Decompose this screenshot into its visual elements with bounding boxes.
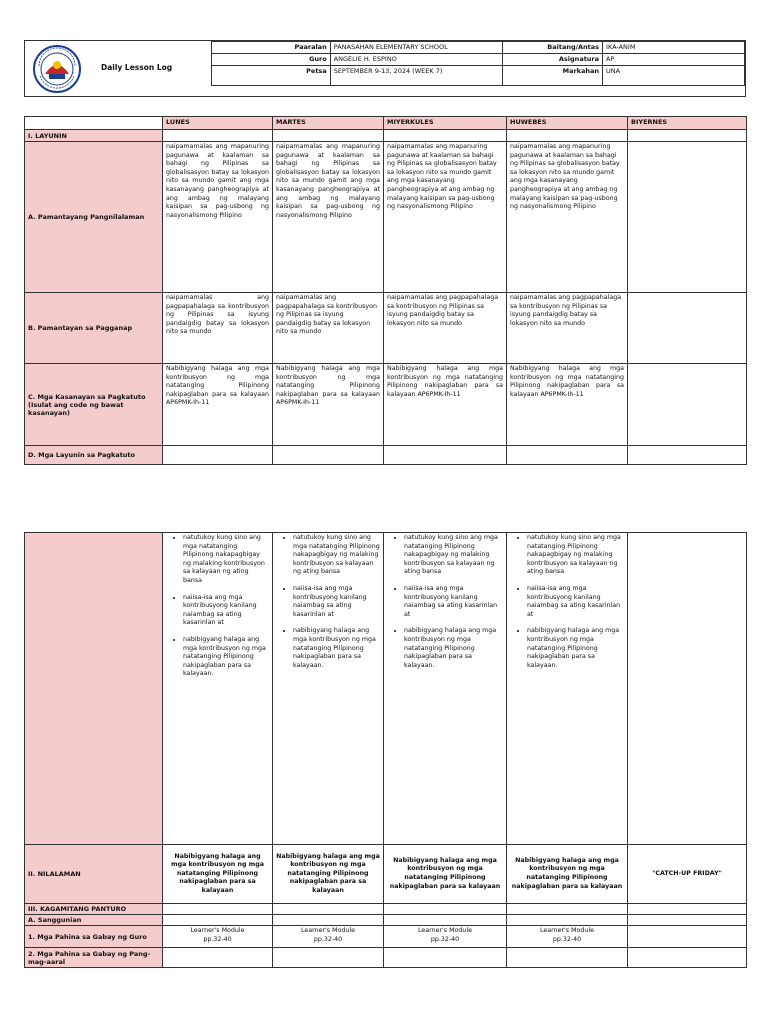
row-label-sanggunian: A. Sanggunian bbox=[25, 915, 163, 926]
list-item: • naiisa-isa ang mga kontribusyong kanilang naiambag sa ating kasarinlan at bbox=[404, 585, 503, 619]
grade-label: Baitang/Antas bbox=[503, 42, 603, 54]
module-pages: pp.32-40 bbox=[313, 935, 343, 943]
cell-wednesday bbox=[384, 533, 507, 845]
header-info-table bbox=[211, 41, 745, 86]
school-value: PANASAHAN ELEMENTARY SCHOOL bbox=[330, 42, 503, 54]
quarter-value: UNA bbox=[603, 66, 745, 86]
quarter-label: Markahan bbox=[503, 66, 603, 86]
cell-thursday: Nabibigyang halaga ang mga kontribusyon ng mga natatanging Pilipinong nakipaglaban para sa kalayaan bbox=[507, 845, 628, 904]
row-label-mga-kasanayan bbox=[25, 364, 163, 446]
module-name: Learner's Module bbox=[301, 927, 355, 934]
list-item: • naiisa-isa ang mga kontribusyong kanilang naiambag sa ating kasarinlan at bbox=[183, 594, 269, 628]
cell-wednesday: Nabibigyang halaga ang mga kontribusyon ng mga natatanging Pilipinong nakipaglaban para sa kalayaan AP6PMK-Ih-11 bbox=[384, 364, 507, 446]
table-row bbox=[25, 904, 747, 915]
list-item: • nabibigyang halaga ang mga kontribusyon ng mga natatanging Pilipinong nakipaglaban para sa kalayaan. bbox=[293, 627, 380, 670]
table-row bbox=[25, 915, 747, 926]
teacher-value: ANGELIE H. ESPINO bbox=[330, 54, 503, 66]
module-pages: pp.32-40 bbox=[552, 935, 582, 943]
row-label-layunin-sa-pagkatuto: D. Mga Layunin sa Pagkatuto bbox=[25, 446, 163, 465]
cell-tuesday: naipamamalas ang mapanuring pagunawa at kaalaman sa bahagi ng Pilipinas sa globalisasyon batay sa lokasyon nito sa mundo gamit ang mga kasanayang pangheograpiya at ang ambag ng malayang kaisipan sa pag-usbong ng nasyonalismong Pilipino bbox=[273, 142, 384, 293]
cell-monday: Nabibigyang halaga ang mga kontribusyon ng mga natatanging Pilipinong nakipaglaban para sa kalayaan bbox=[163, 845, 273, 904]
objective-list bbox=[510, 534, 624, 670]
cell-monday: naipamamalas ang pagpapahalaga sa kontribusyon ng Pilipinas sa isyung pandaigdig batay sa lokasyon nito sa mundo bbox=[163, 293, 273, 364]
document-title: Daily Lesson Log bbox=[101, 63, 173, 72]
objectives-label-cell bbox=[25, 533, 163, 845]
list-item: • natutukoy kung sino ang mga natatanging Pilipinong nakapagbigay ng malaking kontribusyon sa kalayaan ng ating bansa bbox=[527, 534, 624, 577]
day-header-thursday: HUWEBES bbox=[507, 117, 628, 130]
module-name: Learner's Module bbox=[418, 927, 472, 934]
list-item: • nabibigyang halaga ang mga kontribusyon ng mga natatanging Pilipinong nakipaglaban para sa kalayaan. bbox=[183, 636, 269, 679]
cell-wednesday bbox=[384, 926, 507, 948]
cell-friday bbox=[628, 293, 747, 364]
cell-wednesday: naipamamalas ang pagpapahalaga sa kontribusyon ng Pilipinas sa isyung pandaigdig batay sa lokasyon nito sa mundo bbox=[384, 293, 507, 364]
section-title-kagamitan: III. KAGAMITANG PANTURO bbox=[25, 904, 163, 915]
teacher-label: Guro bbox=[212, 54, 331, 66]
section-layunin-row bbox=[25, 130, 747, 142]
row-label-gabay-ng-mag-aaral: 2. Mga Pahina sa Gabay ng Pang-mag-aaral bbox=[25, 948, 163, 968]
subject-label: Asignatura bbox=[503, 54, 603, 66]
catch-up-friday: "CATCH-UP FRIDAY" bbox=[628, 845, 747, 904]
cell-tuesday bbox=[273, 533, 384, 845]
cell-tuesday: naipamamalas ang pagpapahalaga sa kontribusyon ng Pilipinas sa isyung pandaigdig batay sa lokasyon nito sa mundo bbox=[273, 293, 384, 364]
module-pages: pp.32-40 bbox=[203, 935, 232, 943]
list-item: • nabibigyang halaga ang mga kontribusyon ng mga natatanging Pilipinong nakipaglaban para sa kalayaan. bbox=[527, 627, 624, 670]
cell-friday bbox=[628, 926, 747, 948]
deped-seal-icon bbox=[31, 44, 83, 94]
cell-wednesday: Nabibigyang halaga ang mga kontribusyon ng mga natatanging Pilipinong nakipaglaban para sa kalayaan bbox=[384, 845, 507, 904]
table-row bbox=[25, 293, 747, 364]
cell-friday bbox=[628, 142, 747, 293]
table-row bbox=[25, 926, 747, 948]
row-label-gabay-ng-guro: 1. Mga Pahina sa Gabay ng Guro bbox=[25, 926, 163, 948]
cell-tuesday bbox=[273, 926, 384, 948]
list-item: • nabibigyang halaga ang mga kontribusyon ng mga natatanging Pilipinong nakipaglaban para sa kalayaan. bbox=[404, 627, 503, 670]
kasanayan-note: (Isulat ang code ng bawat kasanayan) bbox=[28, 400, 124, 417]
cell-monday: Nabibigyang halaga ang mga kontribusyon ng mga natatanging Pilipinong nakipaglaban para sa kalayaan AP6PMK-Ih-11 bbox=[163, 364, 273, 446]
date-value: SEPTEMBER 9-13, 2024 (WEEK 7) bbox=[330, 66, 503, 86]
objective-list bbox=[387, 534, 503, 670]
table-row bbox=[25, 364, 747, 446]
day-header-row bbox=[25, 117, 747, 130]
cell-friday bbox=[628, 364, 747, 446]
list-item: • naiisa-isa ang mga kontribusyong kanilang naiambag sa ating kasarinlan at bbox=[293, 585, 380, 619]
kasanayan-title: C. Mga Kasanayan sa Pagkatuto bbox=[28, 392, 146, 401]
table-row bbox=[25, 948, 747, 968]
list-item: • natutukoy kung sino ang mga natatanging Pilipinong nakapagbigay ng malaking kontribusyon sa kalayaan ng ating bansa bbox=[183, 534, 269, 586]
cell-thursday: Nabibigyang halaga ang mga kontribusyon ng mga natatanging Pilipinong nakipaglaban para sa kalayaan AP6PMK-Ih-11 bbox=[507, 364, 628, 446]
content-table bbox=[24, 532, 747, 968]
list-item: • naiisa-isa ang mga kontribusyong kanilang naiambag sa ating kasarinlan at bbox=[527, 585, 624, 619]
day-header-monday: LUNES bbox=[163, 117, 273, 130]
table-row bbox=[25, 446, 747, 465]
module-name: Learner's Module bbox=[540, 927, 594, 934]
row-label-pamantayan-sa-pagganap: B. Pamantayan sa Pagganap bbox=[25, 293, 163, 364]
cell-thursday bbox=[507, 533, 628, 845]
list-item: • natutukoy kung sino ang mga natatanging Pilipinong nakapagbigay ng malaking kontribusyon sa kalayaan ng ating bansa bbox=[293, 534, 380, 577]
grade-value: IKA-ANIM bbox=[603, 42, 745, 54]
subject-value: AP bbox=[603, 54, 745, 66]
table-row bbox=[25, 845, 747, 904]
cell-thursday: naipamamalas ang pagpapahalaga sa kontribusyon ng Pilipinas sa isyung pandaigdig batay sa lokasyon nito sa mundo bbox=[507, 293, 628, 364]
objective-list bbox=[276, 534, 380, 670]
cell-wednesday: naipamamalas ang mapanuring pagunawa at kaalaman sa bahagi ng Pilipinas sa globalisasyon batay sa lokasyon nito sa mundo gamit ang mga kasanayang pangheograpiya at ang ambag ng malayang kaisipan sa pag-usbong ng nasyonalismong Pilipino bbox=[384, 142, 507, 293]
school-label: Paaralan bbox=[212, 42, 331, 54]
table-row bbox=[25, 533, 747, 845]
cell-thursday bbox=[507, 926, 628, 948]
day-header-wednesday: MIYERKULES bbox=[384, 117, 507, 130]
table-row bbox=[25, 142, 747, 293]
row-label-pamantayang-pangnilalaman: A. Pamantayang Pangnilalaman bbox=[25, 142, 163, 293]
cell-monday bbox=[163, 926, 273, 948]
cell-monday: naipamamalas ang mapanuring pagunawa at kaalaman sa bahagi ng Pilipinas sa globalisasyon batay sa lokasyon nito sa mundo gamit ang mga kasanayang pangheograpiya at ang ambag ng malayang kaisipan sa pag-usbong ng nasyonalismong Pilipino bbox=[163, 142, 273, 293]
cell-tuesday: Nabibigyang halaga ang mga kontribusyon ng mga natatanging Pilipinong nakipaglaban para sa kalayaan AP6PMK-Ih-11 bbox=[273, 364, 384, 446]
header-block bbox=[24, 40, 746, 97]
objectives-table bbox=[24, 116, 747, 465]
row-label-nilalaman: II. NILALAMAN bbox=[25, 845, 163, 904]
cell-friday bbox=[628, 533, 747, 845]
module-name: Learner's Module bbox=[190, 927, 245, 934]
list-item: • natutukoy kung sino ang mga natatanging Pilipinong nakapagbigay ng malaking kontribusyon sa kalayaan ng ating bansa bbox=[404, 534, 503, 577]
day-header-tuesday: MARTES bbox=[273, 117, 384, 130]
corner-cell bbox=[25, 117, 163, 130]
cell-thursday: naipamamalas ang mapanuring pagunawa at kaalaman sa bahagi ng Pilipinas sa globalisasyon batay sa lokasyon nito sa mundo gamit ang mga kasanayang pangheograpiya at ang ambag ng malayang kaisipan sa pag-usbong ng nasyonalismong Pilipino bbox=[507, 142, 628, 293]
cell-tuesday: Nabibigyang halaga ang mga kontribusyon ng mga natatanging Pilipinong nakipaglaban para sa kalayaan bbox=[273, 845, 384, 904]
module-pages: pp.32-40 bbox=[430, 935, 460, 943]
day-header-friday: BIYERNES bbox=[628, 117, 747, 130]
objective-list bbox=[166, 534, 269, 679]
cell-monday bbox=[163, 533, 273, 845]
date-label: Petsa bbox=[212, 66, 331, 86]
section-title-layunin: I. LAYUNIN bbox=[25, 130, 163, 142]
